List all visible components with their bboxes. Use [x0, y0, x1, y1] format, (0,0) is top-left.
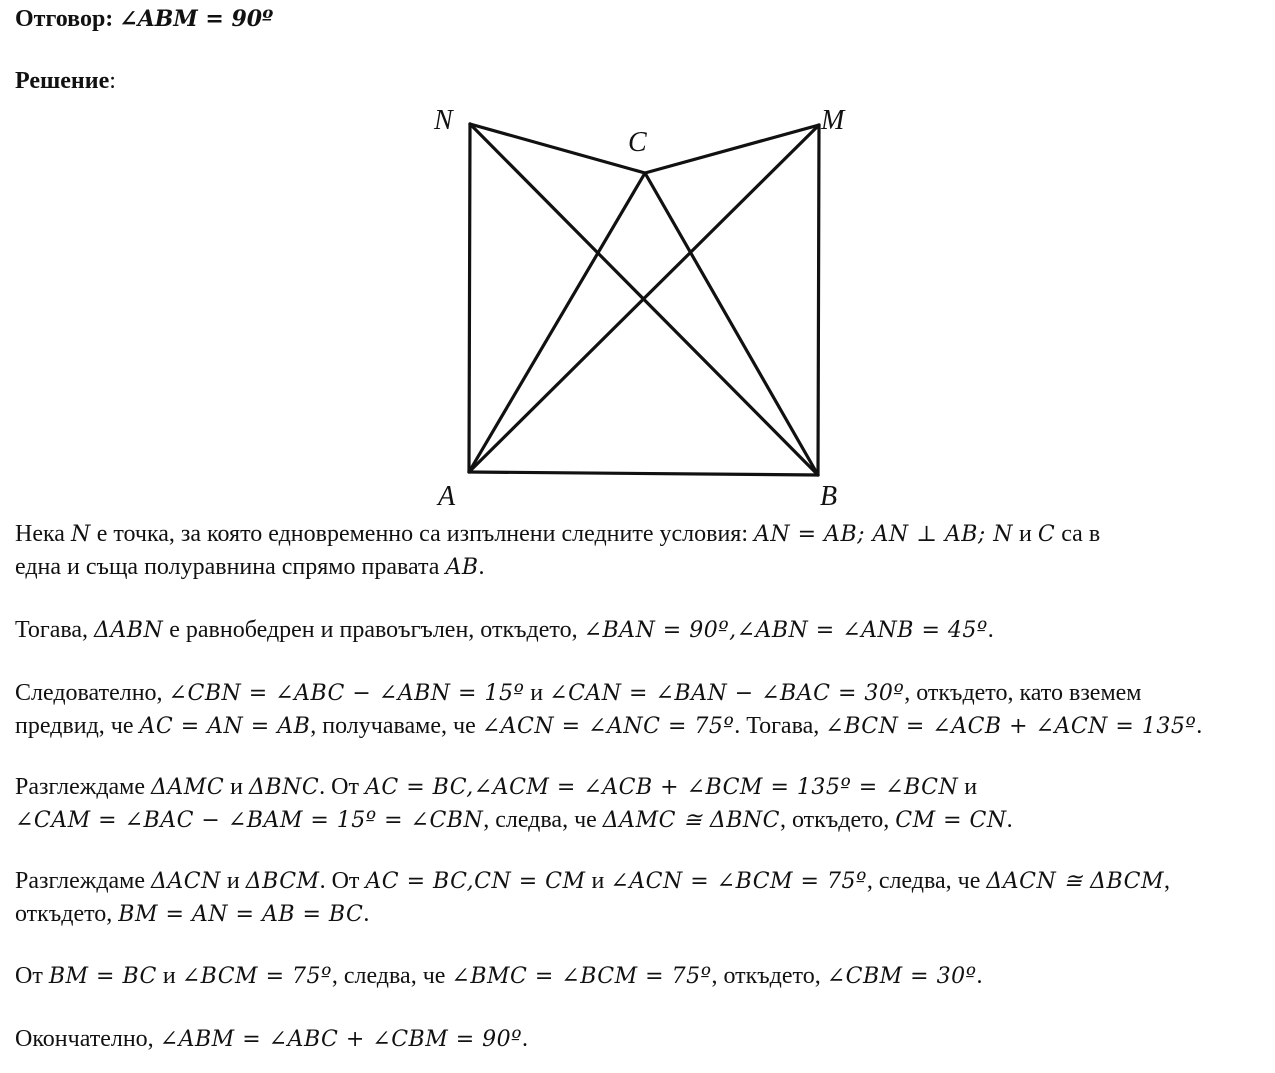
paragraph-4-line-1: [15, 771, 1013, 804]
math-span: ∠CBN = ∠ABC − ∠ABN = 15º: [168, 681, 525, 706]
text-span: Разглеждаме: [15, 868, 152, 894]
math-span: ∠CAM = ∠BAC − ∠BAM = 15º = ∠CBN: [15, 808, 484, 833]
text-span: и: [220, 868, 246, 894]
text-span: .: [1006, 807, 1013, 833]
math-span: ΔABN: [94, 618, 164, 643]
text-span: , получаваме, че: [310, 713, 482, 739]
paragraph-5-line-2: [15, 898, 1170, 931]
point-label-a: A: [438, 481, 456, 512]
math-span: AN = AB; AN ⊥ AB; N: [754, 522, 1014, 547]
text-span: Следователно,: [15, 680, 169, 706]
math-span: ΔBNC: [249, 775, 320, 800]
text-span: , откъдето,: [780, 807, 896, 833]
text-span: От: [15, 963, 49, 989]
solution-heading-text: Решение: [15, 68, 110, 94]
text-span: .: [987, 617, 994, 643]
solution-heading: [15, 68, 116, 95]
math-span: ∠CBM = 30º: [826, 964, 977, 989]
text-span: , откъдето, като вземем: [904, 680, 1142, 706]
text-span: .: [363, 901, 370, 927]
math-span: ∠BCN = ∠ACB + ∠ACN = 135º: [825, 714, 1197, 739]
text-span: е равнобедрен и правоъгълен, откъдето,: [163, 617, 584, 643]
segment-cb: [645, 173, 818, 475]
text-span: предвид, че: [15, 713, 140, 739]
math-span: CM = CN: [895, 808, 1007, 833]
solution-heading-colon: :: [109, 68, 116, 94]
text-span: , следва, че: [331, 963, 452, 989]
text-span: Разглеждаме: [15, 774, 152, 800]
paragraph-4-line-2: [15, 804, 1013, 837]
answer-math: ∠ABM = 90º: [119, 6, 274, 32]
math-span: N: [70, 522, 91, 547]
text-span: , следва, че: [866, 868, 987, 894]
text-span: една и съща полуравнина спрямо правата: [15, 554, 446, 580]
paragraph-2-line-1: [15, 614, 994, 647]
math-span: ∠ACN = ∠ANC = 75º: [481, 714, 735, 739]
math-span: C: [1037, 522, 1056, 547]
math-span: ΔACN ≅ ΔBCM: [986, 869, 1164, 894]
text-span: .: [522, 1026, 528, 1052]
math-span: AB: [445, 555, 479, 580]
text-span: и: [585, 868, 611, 894]
text-span: и: [958, 774, 978, 800]
math-span: ΔAMC ≅ ΔBNC: [602, 808, 780, 833]
text-span: и: [1013, 521, 1038, 547]
text-span: Тогава,: [15, 617, 95, 643]
math-span: ΔBCM: [245, 869, 320, 894]
paragraph-3-line-2: [15, 710, 1202, 743]
text-span: Окончателно,: [15, 1026, 160, 1052]
paragraph-7-line-1: [15, 1023, 528, 1056]
text-span: . От: [319, 868, 366, 894]
paragraph-1-line-2: [15, 551, 1100, 584]
paragraph-5-line-1: [15, 865, 1170, 898]
text-span: Нека: [15, 521, 71, 547]
paragraph-5: [15, 865, 1170, 931]
math-span: ∠ABM = ∠ABC + ∠CBM = 90º: [159, 1027, 522, 1052]
text-span: , следва, че: [483, 807, 603, 833]
paragraph-6-line-1: [15, 960, 982, 993]
point-label-b: B: [820, 481, 838, 512]
paragraph-6: [15, 960, 982, 993]
math-span: ∠BMC = ∠BCM = 75º: [451, 964, 712, 989]
text-span: ,: [1164, 868, 1170, 894]
answer-line: [15, 6, 273, 33]
text-span: и: [524, 680, 550, 706]
text-span: . От: [319, 774, 365, 800]
paragraph-7: [15, 1023, 528, 1056]
math-span: AC = BC,CN = CM: [365, 869, 586, 894]
paragraph-1-line-1: [15, 518, 1100, 551]
math-span: AC = BC,∠ACM = ∠ACB + ∠BCM = 135º = ∠BCN: [364, 775, 959, 800]
segment-bm: [818, 125, 819, 475]
math-span: ∠CAN = ∠BAN − ∠BAC = 30º: [549, 681, 905, 706]
text-span: . Тогава,: [734, 713, 826, 739]
math-span: ∠BAN = 90º,∠ABN = ∠ANB = 45º: [583, 618, 988, 643]
paragraph-1: [15, 518, 1100, 584]
text-span: са в: [1055, 521, 1101, 547]
segment-ab: [469, 472, 818, 475]
text-span: , откъдето,: [711, 963, 827, 989]
text-span: е точка, за която едновременно са изпълнени следните условия:: [90, 521, 754, 547]
figure-svg: [420, 100, 860, 515]
math-span: ΔAMC: [151, 775, 225, 800]
paragraph-3-line-1: [15, 677, 1202, 710]
point-label-n: N: [434, 105, 453, 136]
answer-label: Отговор:: [15, 6, 114, 32]
math-span: ∠BCM = 75º: [181, 964, 332, 989]
text-span: .: [1196, 713, 1203, 739]
geometry-figure: [420, 100, 860, 515]
paragraph-4: [15, 771, 1013, 837]
text-span: .: [976, 963, 983, 989]
paragraph-3: [15, 677, 1202, 743]
paragraph-2: [15, 614, 994, 647]
text-span: откъдето,: [15, 901, 119, 927]
segment-an: [469, 124, 470, 472]
text-span: и: [156, 963, 182, 989]
text-span: и: [224, 774, 250, 800]
point-label-c: C: [628, 127, 647, 158]
text-span: .: [478, 554, 485, 580]
point-label-m: M: [821, 105, 845, 136]
math-span: ∠ACN = ∠BCM = 75º: [610, 869, 867, 894]
math-span: AC = AN = AB: [139, 714, 311, 739]
math-span: ΔACN: [151, 869, 221, 894]
math-span: BM = BC: [48, 964, 157, 989]
math-span: BM = AN = AB = BC: [118, 902, 364, 927]
